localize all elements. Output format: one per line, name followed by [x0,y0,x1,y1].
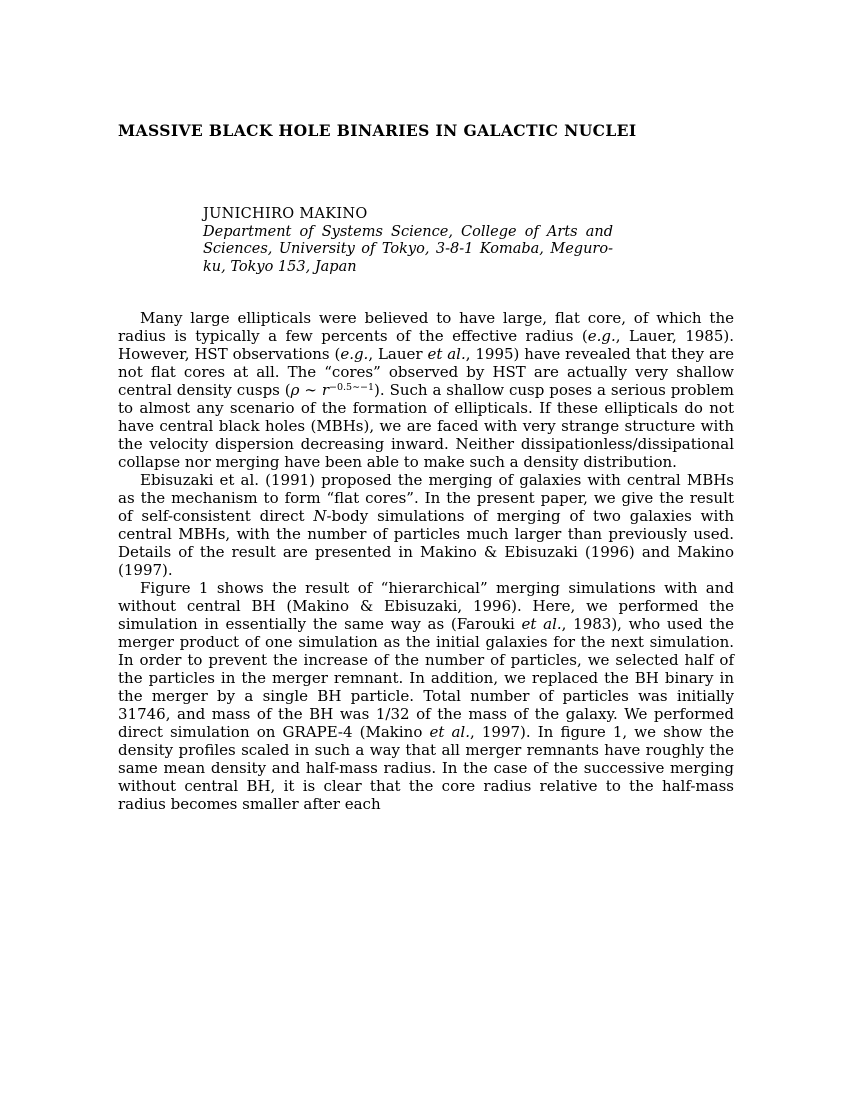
paragraph-1: Many large ellipticals were believed to have large, flat core, of which the radius is typically a few percents of the effective radius (e.g., Lauer, 1985). However, HST observations (e.g., Lauer et al., 1995) have revealed that they are not flat cores at all. The “cores” observed by HST are actually very shallow central density cusps (ρ ∼ $r^{-0.5\sim-1}$). Such a shallow cusp poses a serious problem to almost any scenario of the formation of ellipticals. If these ellipticals do not have central black holes (MBHs), we are faced with very strange structure with the velocity dispersion decreasing inward. Neither dissipationless/dissipational collapse nor merging have been able to make such a density distribution. [118,309,735,471]
paper-title: MASSIVE BLACK HOLE BINARIES IN GALACTIC NUCLEI [118,121,637,140]
paper-body [118,309,734,813]
paragraph-3: Figure 1 shows the result of “hierarchical” merging simulations with and without central BH (Makino & Ebisuzaki, 1996). Here, we performed the simulation in essentially the same way as (Farouki et al., 1983), who used the merger product of one simulation as the initial galaxies for the next simulation. In order to prevent the increase of the number of particles, we selected half of the particles in the merger remnant. In addition, we replaced the BH binary in the merger by a single BH particle. Total number of particles was initially 31746, and mass of the BH was 1/32 of the mass of the galaxy. We performed direct simulation on GRAPE-4 (Makino et al., 1997). In figure 1, we show the density profiles scaled in such a way that all merger remnants have roughly the same mean density and half-mass radius. In the case of the successive merging without central BH, it is clear that the core radius relative to the half-mass radius becomes smaller after each [118,579,734,813]
author-name: JUNICHIRO MAKINO [203,206,368,222]
paragraph-2: Ebisuzaki et al. (1991) proposed the merging of galaxies with central MBHs as the mechanism to form “flat cores”. In the present paper, we give the result of self-consistent direct N-body simulations of merging of two galaxies with central MBHs, with the number of particles much larger than previously used. Details of the result are presented in Makino & Ebisuzaki (1996) and Makino (1997). [118,471,734,579]
author-block [203,206,613,276]
author-affiliation: Department of Systems Science, College of Arts and Sciences, University of Tokyo, 3-8-1 Komaba, Meguro-ku, Tokyo 153, Japan [203,223,613,275]
